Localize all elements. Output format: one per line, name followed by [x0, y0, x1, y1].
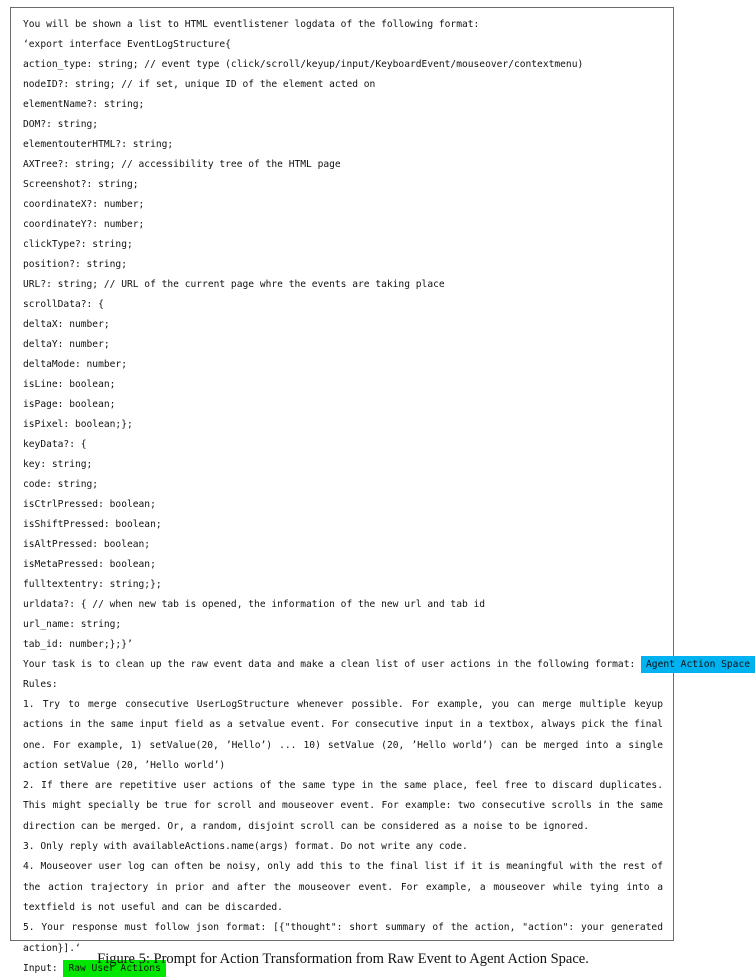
- rule-item: 2. If there are repetitive user actions of the same type in the same place, feel free to discard duplicates. This might specially be true for scroll and mouseover event. For example: two consecutive scrolls in the same direction can be merged. Or, a random, disjoint scroll can be considered as a noise to be ignored.: [23, 780, 663, 832]
- schema-line: isAltPressed: boolean;: [23, 539, 151, 550]
- rule-item: 1. Try to merge consecutive UserLogStructure whenever possible. For example, you can merge multiple keyup actions in the same input field as a setvalue event. For consecutive input in a textbox, always pick the final one. For example, 1) setValue(20, ’Hello’) ... 10) setValue (20, ’Hello world’) can be merged into a single action setValue (20, ’Hello world’): [23, 699, 663, 771]
- schema-line: nodeID?: string; // if set, unique ID of the element acted on: [23, 79, 376, 90]
- figure-caption: Figure 5: Prompt for Action Transformation from Raw Event to Agent Action Space.: [97, 951, 589, 967]
- schema-line: action_type: string; // event type (click/scroll/keyup/input/KeyboardEvent/mouseover/contextmenu): [23, 59, 584, 70]
- rule-item: 4. Mouseover user log can often be noisy, only add this to the final list if it is meaningful with the rest of the action trajectory in prior and after the mouseover event. For example, a mouseover while tying into a textfield is not useful and can be discarded.: [23, 861, 663, 913]
- schema-line: deltaY: number;: [23, 339, 110, 350]
- rules-heading: Rules:: [23, 679, 58, 690]
- schema-line: coordinateX?: number;: [23, 199, 145, 210]
- schema-line: isPixel: boolean;};: [23, 419, 133, 430]
- rule-item: 3. Only reply with availableActions.name(args) format. Do not write any code.: [23, 841, 468, 853]
- schema-lines: [23, 15, 673, 655]
- schema-line: key: string;: [23, 459, 93, 470]
- schema-line: Screenshot?: string;: [23, 179, 139, 190]
- schema-line: ‘export interface EventLogStructure{: [23, 39, 231, 50]
- rule-item: 5. Your response must follow json format: [{"thought": short summary of the action, "action": your generated action}].‘: [23, 922, 663, 954]
- schema-line: isLine: boolean;: [23, 379, 116, 390]
- task-line: [23, 655, 750, 675]
- schema-line: urldata?: { // when new tab is opened, the information of the new url and tab id: [23, 599, 486, 610]
- schema-line: elementName?: string;: [23, 99, 145, 110]
- schema-line: isCtrlPressed: boolean;: [23, 499, 156, 510]
- schema-line: isPage: boolean;: [23, 399, 116, 410]
- schema-line: fulltextentry: string;};: [23, 579, 162, 590]
- schema-line: scrollData?: {: [23, 299, 104, 310]
- schema-line: URL?: string; // URL of the current page whre the events are taking place: [23, 279, 445, 290]
- raw-user-actions-tag: Raw User Actions: [63, 960, 165, 977]
- schema-line: DOM?: string;: [23, 119, 99, 130]
- input-label: Input:: [23, 962, 58, 974]
- agent-action-space-tag: Agent Action Space: [641, 656, 755, 673]
- schema-line: deltaMode: number;: [23, 359, 127, 370]
- schema-line: isShiftPressed: boolean;: [23, 519, 162, 530]
- schema-line: AXTree?: string; // accessibility tree of the HTML page: [23, 159, 341, 170]
- schema-line: position?: string;: [23, 259, 127, 270]
- schema-line: deltaX: number;: [23, 319, 110, 330]
- schema-line: You will be shown a list to HTML eventlistener logdata of the following format:: [23, 19, 480, 30]
- schema-line: url_name: string;: [23, 619, 122, 630]
- schema-line: coordinateY?: number;: [23, 219, 145, 230]
- schema-line: tab_id: number;};}’: [23, 639, 133, 650]
- schema-line: isMetaPressed: boolean;: [23, 559, 156, 570]
- schema-line: elementouterHTML?: string;: [23, 139, 174, 150]
- rules-list: [23, 695, 673, 959]
- schema-line: clickType?: string;: [23, 239, 133, 250]
- task-text: Your task is to clean up the raw event data and make a clean list of user actions in the following format:: [23, 659, 636, 670]
- schema-line: code: string;: [23, 479, 99, 490]
- schema-line: keyData?: {: [23, 439, 87, 450]
